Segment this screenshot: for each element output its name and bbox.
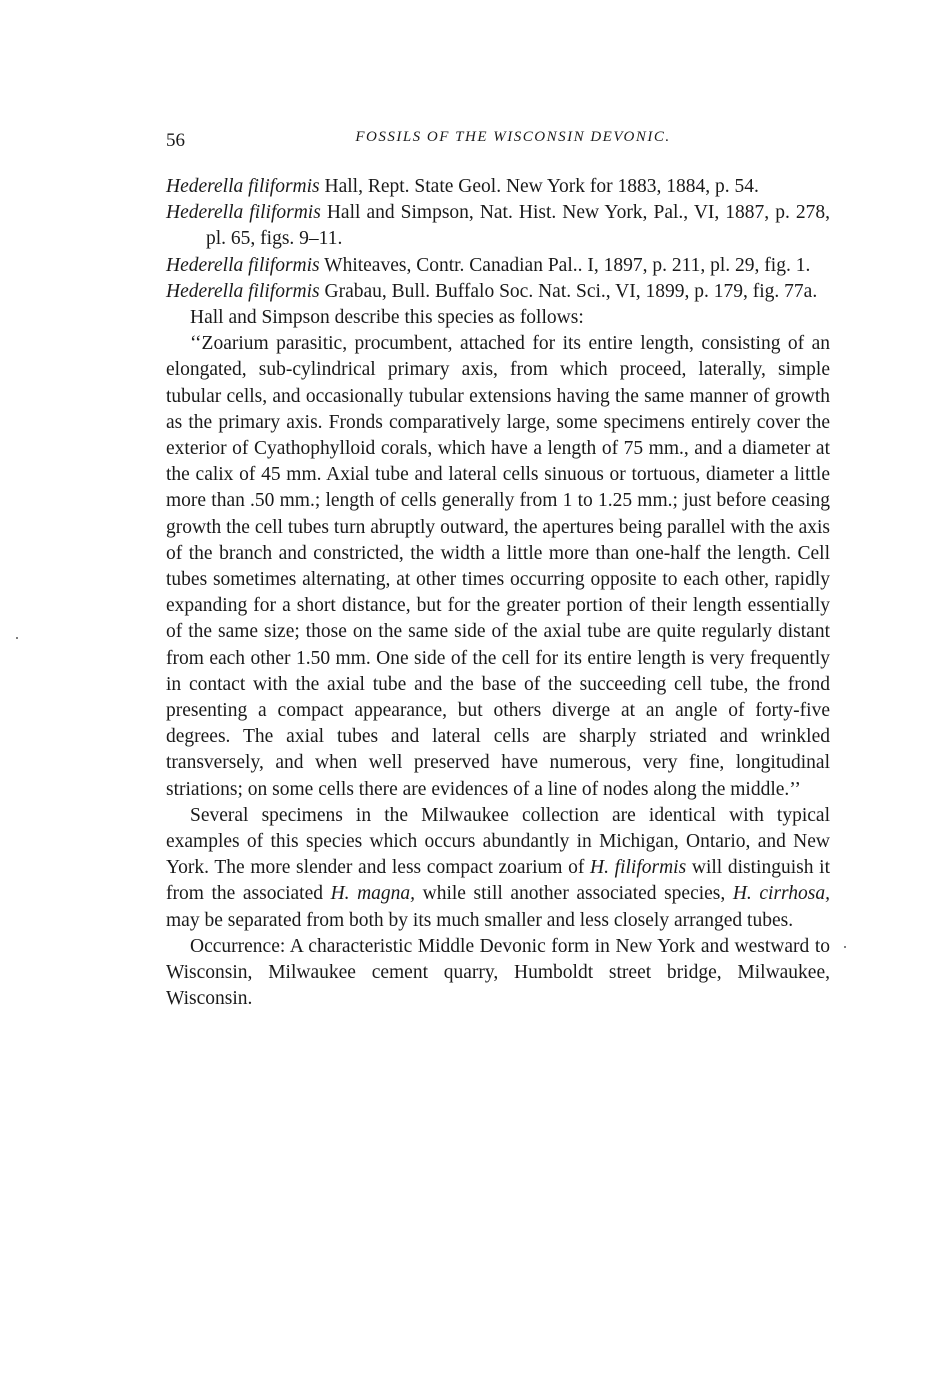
remarks-text: may be separated from both by its much smaller and less closely arranged tubes.	[166, 909, 794, 931]
synonymy-genus: Hederella filiformis	[166, 176, 320, 197]
synonymy-genus: Hederella filiformis	[166, 280, 320, 302]
synonymy-citation: Whiteaves, Contr. Canadian Pal.. I, 1897, p. 211, pl. 29, fig. 1.	[319, 254, 811, 276]
quote-paragraph: ‘‘Zoarium parasitic, procumbent, attached for its entire length, consisting of an elongated, sub-cylindrical primary axis, from which proceed, laterally, simple tubular cells, and occasionally tubular extensions having the same manner of growth as the primary axis. Fronds comparatively large, some specimens entirely cover the exterior of Cyathophylloid corals, which have a length of 75 mm., and a diameter at the calix of 45 mm. Axial tube and lateral cells sinuous or tortuous, diameter a little more than .50 mm.; length of cells generally from 1 to 1.25 mm.; just before ceasing growth the cell tubes turn abruptly outward, the apertures being parallel with the axis of the branch and constricted, the width a little more than one-half the length. Cell tubes sometimes alternating, at other times occurring opposite to each other, rapidly expanding for a short distance, but for the greater portion of their length essentially of the same size; those on the same side of the axial tube are quite regularly distant from each other 1.50 mm. One side of the cell for its entire length is very frequently in contact with the axial tube and the base of the succeeding cell tube, the frond presenting a compact appearance, but others diverge at an angle of forty-five degrees. The axial tubes and lateral cells are sharply striated and wrinkled transversely, and when well preserved have numerous, very fine, longitudinal striations; on some cells there are evidences of a line of nodes along the middle.’’	[166, 333, 830, 800]
synonymy-entry	[166, 279, 830, 305]
intro-paragraph: Hall and Simpson describe this species as follows:	[190, 307, 584, 329]
remarks-text: Several specimens in the Milwaukee collection are identical with typical examples of this species which occurs abundantly in Michigan, Ontario, and New York. The more slender and less compact zoarium of	[166, 804, 830, 879]
synonymy-genus: Hederella filiformis	[166, 254, 320, 276]
synonymy-citation: Hall and Simpson, Nat. Hist. New York, Pal., VI, 1887, p. 278, pl. 65, figs. 9–11.	[206, 202, 831, 250]
species-name: H. magna,	[330, 883, 416, 905]
occurrence-paragraph: Occurrence: A characteristic Middle Devonic form in New York and westward to Wisconsin, Milwaukee cement quarry, Humboldt street bridge, Milwaukee, Wisconsin.	[166, 935, 830, 1010]
synonymy-citation: Hall, Rept. State Geol. New York for 1883, 1884, p. 54.	[319, 176, 759, 197]
page-header	[166, 126, 830, 156]
scan-speck	[16, 637, 18, 639]
remarks-text: while still another associated species,	[415, 883, 733, 905]
remarks-text: will distinguish it from the associated	[166, 857, 830, 905]
remarks-paragraph	[166, 803, 830, 934]
species-name: H. filiformis	[590, 857, 687, 879]
synonymy-genus: Hederella filiformis	[166, 202, 321, 224]
body-text	[166, 174, 830, 1013]
synonymy-entry	[166, 253, 830, 279]
running-title: FOSSILS OF THE WISCONSIN DEVONIC.	[355, 129, 671, 145]
synonymy-entry	[166, 174, 830, 200]
synonymy-entry	[166, 200, 830, 252]
page-number: 56	[166, 130, 185, 151]
synonymy-citation: Grabau, Bull. Buffalo Soc. Nat. Sci., VI, 1899, p. 179, fig. 77a.	[319, 280, 818, 302]
scan-speck	[844, 946, 846, 948]
species-name: H. cirrhosa,	[732, 883, 830, 905]
